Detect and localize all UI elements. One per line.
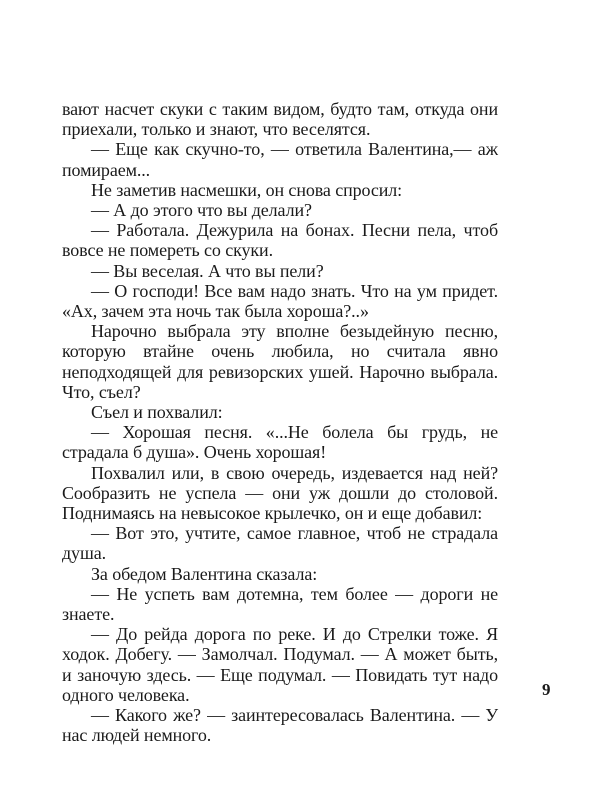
- paragraph-8: Нарочно выбрала эту вполне безыдейную песню, которую втайне очень любила, но считала явно неподходящей для ревизорских ушей. Нарочно выбрала. Что, съел?: [62, 321, 498, 402]
- paragraph-5: — Работала. Дежурила на бонах. Песни пела, чтоб вовсе не помереть со скуки.: [62, 220, 498, 261]
- page-number: 9: [542, 680, 551, 699]
- paragraph-3: Не заметив насмешки, он снова спросил:: [91, 179, 403, 200]
- paragraph-10: — Хорошая песня. «...Не болела бы грудь, не страдала б душа». Очень хорошая!: [62, 422, 498, 463]
- paragraph-4: — А до этого что вы делали?: [91, 200, 312, 221]
- paragraph-6: — Вы веселая. А что вы пели?: [91, 260, 324, 281]
- paragraph-13: За обедом Валентина сказала:: [91, 563, 318, 584]
- paragraph-1: вают насчет скуки с таким видом, будто там, откуда они приехали, только и знают, что веселятся.: [62, 99, 498, 140]
- page-text: [62, 99, 498, 746]
- paragraph-7: — О господи! Все вам надо знать. Что на ум придет. «Ах, зачем эта ночь так была хороша?..»: [62, 280, 498, 322]
- paragraph-12: — Вот это, учтите, самое главное, чтоб не страдала душа.: [62, 523, 498, 564]
- paragraph-11: Похвалил или, в свою очередь, издевается над ней? Сообразить не успела — они уж дошли до столовой. Поднимаясь на невысокое крылечко, он и еще добавил:: [62, 462, 498, 524]
- paragraph-2: — Еще как скучно-то, — ответила Валентина,— аж помираем...: [62, 139, 498, 180]
- paragraph-9: Съел и похвалил:: [91, 402, 223, 423]
- paragraph-15: — До рейда дорога по реке. И до Стрелки тоже. Я ходок. Добегу. — Замолчал. Подумал. — А может быть, и заночую здесь. — Еще подумал. — Повидать тут надо одного человека.: [62, 624, 498, 705]
- paragraph-14: — Не успеть вам дотемна, тем более — дороги не знаете.: [62, 583, 498, 625]
- paragraph-16: — Какого же? — заинтересовалась Валентина. — У нас людей немного.: [62, 705, 498, 746]
